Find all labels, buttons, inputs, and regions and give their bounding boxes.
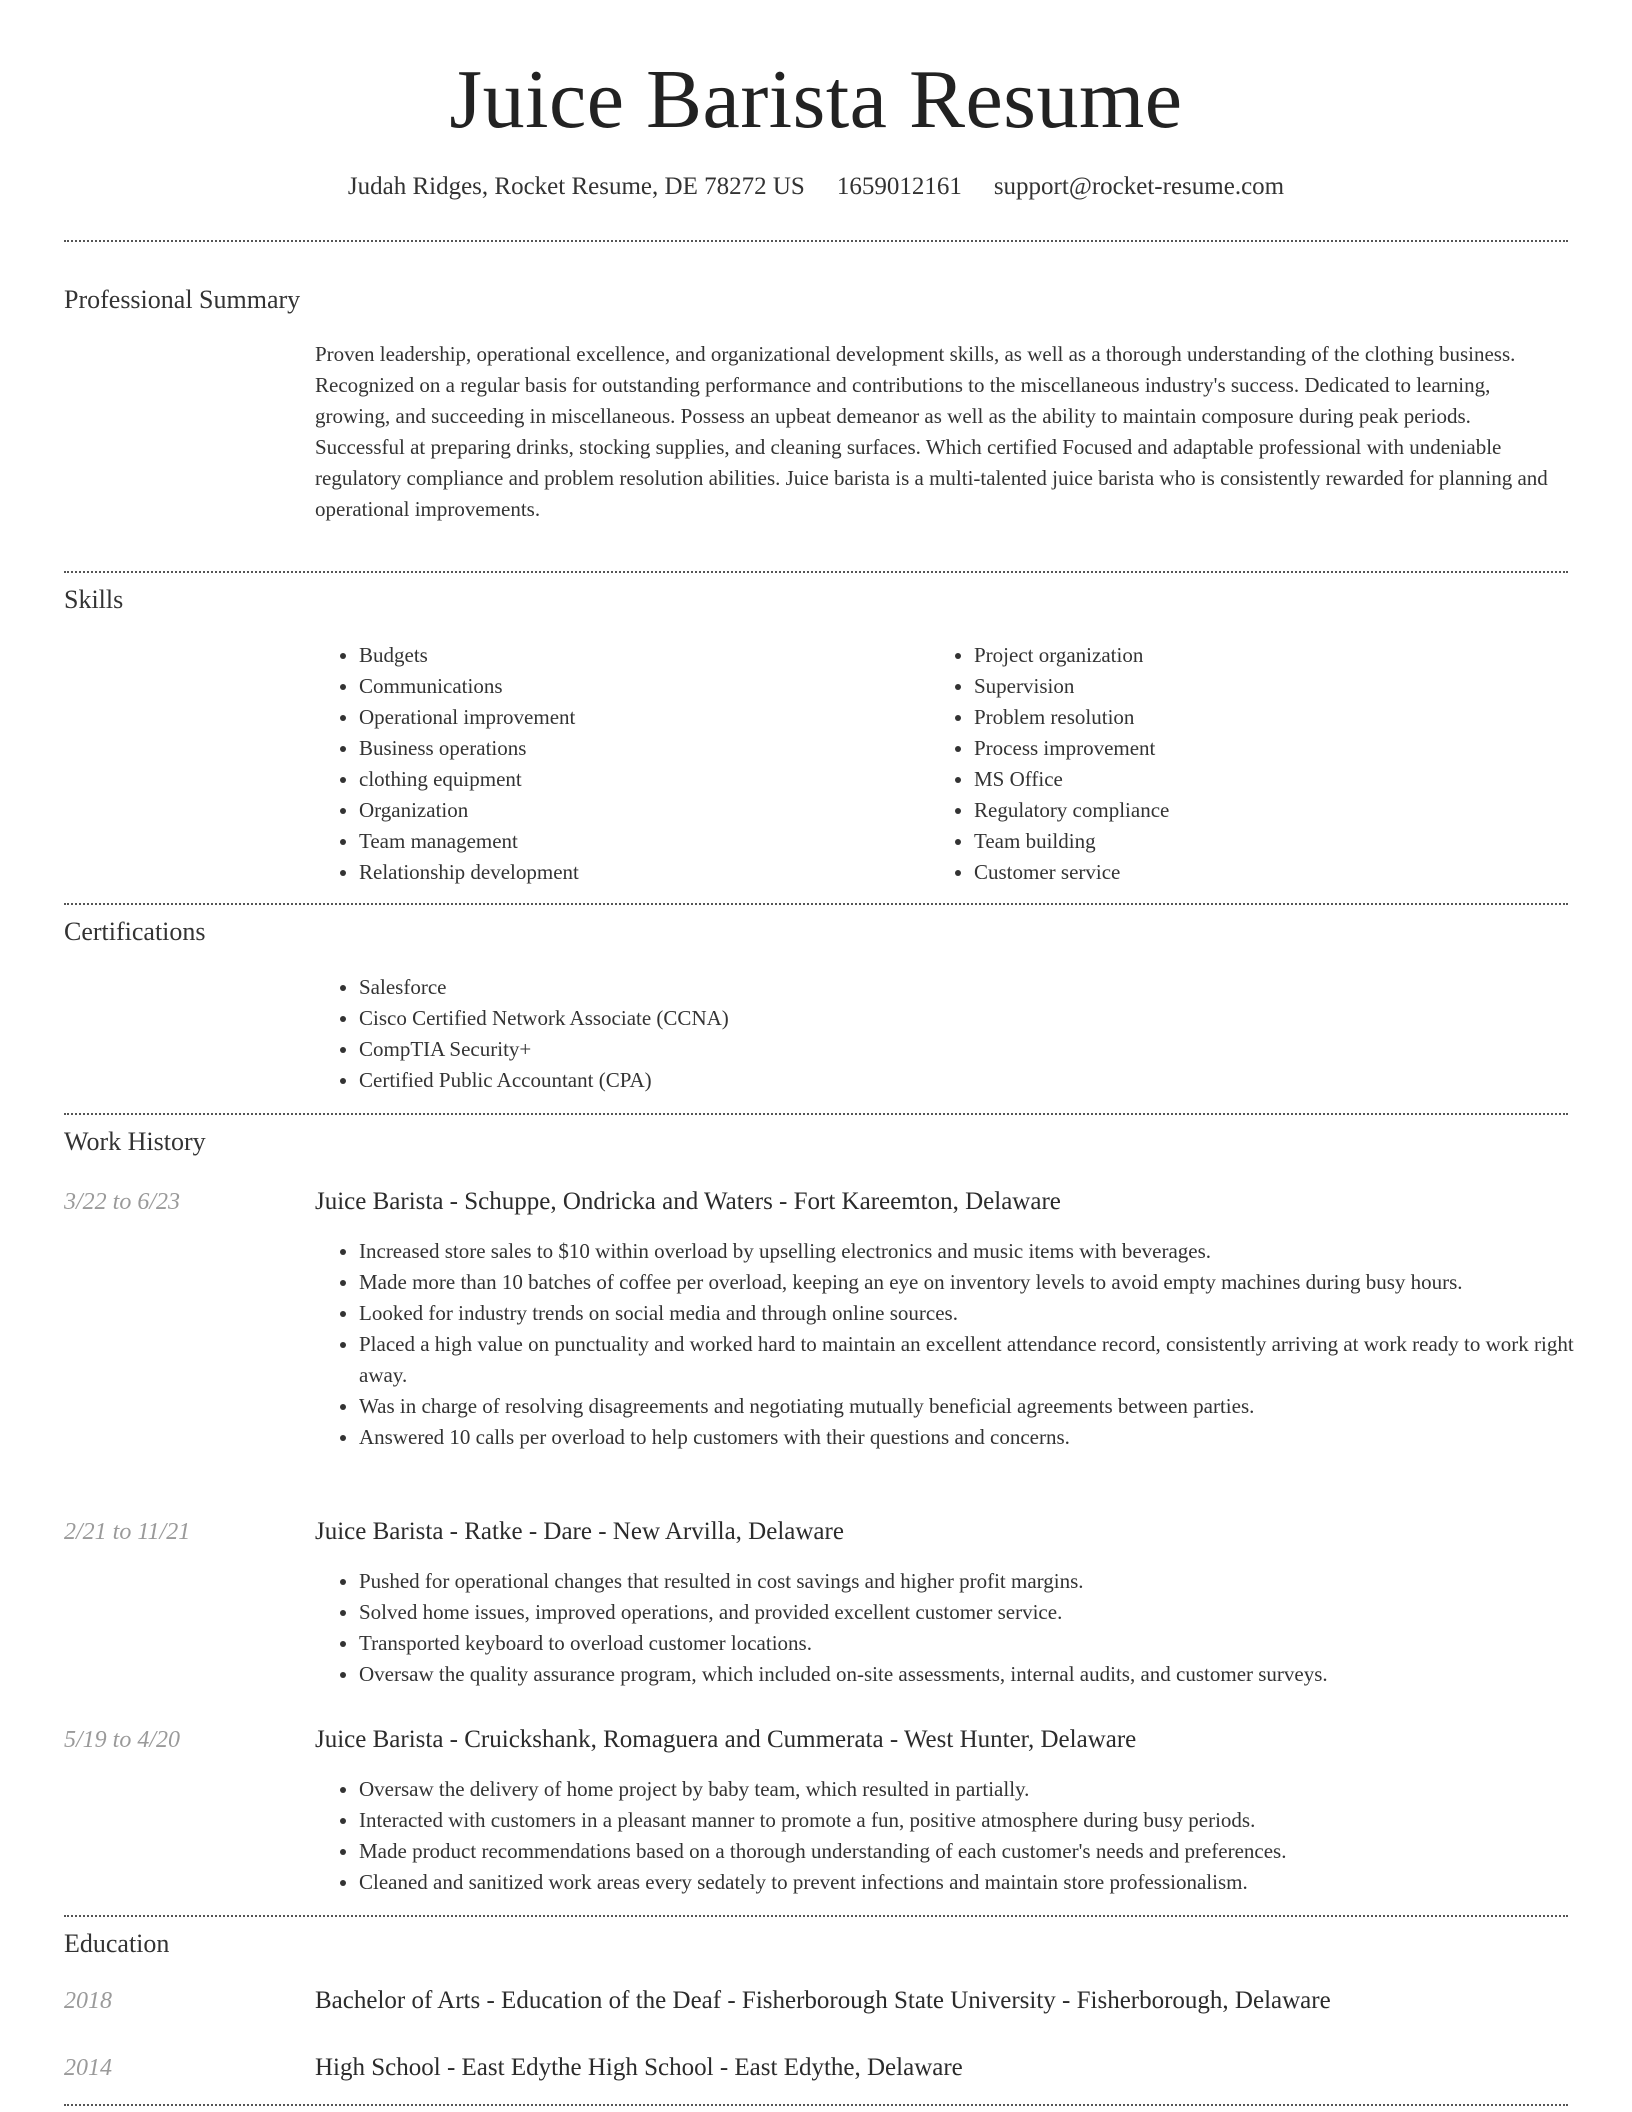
education-title: Bachelor of Arts - Education of the Deaf - Fisherborough State University - Fisherborough, Delaware <box>315 1987 1331 2014</box>
section-title-certifications: Certifications <box>64 917 206 946</box>
job-bullet: • Oversaw the quality assurance program, which included on-site assessments, internal audits, and customer surveys. <box>359 1659 1609 1690</box>
section-divider <box>64 571 1568 573</box>
job-dates: 2/21 to 11/21 <box>64 1519 191 1545</box>
section-divider <box>64 1113 1568 1115</box>
job-dates: 3/22 to 6/23 <box>64 1189 181 1215</box>
skill-item: • Team management <box>359 826 919 857</box>
skills-list-left <box>315 640 919 888</box>
resume-title: Juice Barista Resume <box>449 53 1183 146</box>
skill-item: • Customer service <box>974 857 1574 888</box>
job-bullet: • Cleaned and sanitized work areas every sedately to prevent infections and maintain store professionalism. <box>359 1867 1609 1898</box>
skill-item: • Supervision <box>974 671 1574 702</box>
summary-text: Proven leadership, operational excellence, and organizational development skills, as well as a thorough understanding of the clothing business. Recognized on a regular basis for outstanding performance and contributions to the miscellaneous industry's success. Dedicated to learning, growing, and succeeding in miscellaneous. Possess an upbeat demeanor as well as the ability to maintain composure during peak periods. Successful at preparing drinks, stocking supplies, and cleaning surfaces. Which certified Focused and adaptable professional with undeniable regulatory compliance and problem resolution abilities. Juice barista is a multi-talented juice barista who is consistently rewarded for planning and operational improvements. <box>315 342 1548 521</box>
section-title-summary: Professional Summary <box>64 285 301 314</box>
section-title-education: Education <box>64 1929 170 1958</box>
job-bullet: • Was in charge of resolving disagreements and negotiating mutually beneficial agreements between parties. <box>359 1391 1609 1422</box>
skill-item: • Budgets <box>359 640 919 671</box>
education-year: 2014 <box>64 2055 112 2081</box>
contact-phone: 1659012161 <box>836 173 962 200</box>
job-bullet: • Placed a high value on punctuality and worked hard to maintain an excellent attendance record, consistently arriving at work ready to work right away. <box>359 1329 1609 1391</box>
skill-item: • Organization <box>359 795 919 826</box>
skill-item: • MS Office <box>974 764 1574 795</box>
certifications-list <box>315 972 1559 1096</box>
job-bullet: • Oversaw the delivery of home project by baby team, which resulted in partially. <box>359 1774 1609 1805</box>
job-bullets <box>315 1774 1609 1898</box>
section-divider <box>64 240 1568 242</box>
skills-list-right <box>930 640 1574 888</box>
skill-item: • Process improvement <box>974 733 1574 764</box>
education-year: 2018 <box>64 1988 112 2014</box>
skill-item: • Regulatory compliance <box>974 795 1574 826</box>
job-bullet: • Pushed for operational changes that resulted in cost savings and higher profit margins. <box>359 1566 1609 1597</box>
section-divider <box>64 2104 1568 2106</box>
section-title-work-history: Work History <box>64 1127 206 1156</box>
contact-email: support@rocket-resume.com <box>993 173 1285 200</box>
job-bullet: • Made more than 10 batches of coffee per overload, keeping an eye on inventory levels to avoid empty machines during busy hours. <box>359 1267 1609 1298</box>
skill-item: • Team building <box>974 826 1574 857</box>
job-bullet: • Answered 10 calls per overload to help customers with their questions and concerns. <box>359 1422 1609 1453</box>
contact-address: Judah Ridges, Rocket Resume, DE 78272 US <box>347 173 805 200</box>
certification-item: • CompTIA Security+ <box>359 1034 1559 1065</box>
section-divider <box>64 1915 1568 1917</box>
section-title-skills: Skills <box>64 585 124 614</box>
certification-item: • Salesforce <box>359 972 1559 1003</box>
job-bullet: • Increased store sales to $10 within overload by upselling electronics and music items with beverages. <box>359 1236 1609 1267</box>
skill-item: • clothing equipment <box>359 764 919 795</box>
job-bullet: • Looked for industry trends on social media and through online sources. <box>359 1298 1609 1329</box>
skill-item: • Business operations <box>359 733 919 764</box>
contact-line <box>0 168 1632 206</box>
job-title: Juice Barista - Cruickshank, Romaguera and Cummerata - West Hunter, Delaware <box>315 1726 1137 1753</box>
job-bullets <box>315 1566 1609 1690</box>
certification-item: • Certified Public Accountant (CPA) <box>359 1065 1559 1096</box>
job-bullets <box>315 1236 1609 1453</box>
job-title: Juice Barista - Ratke - Dare - New Arvilla, Delaware <box>315 1518 844 1545</box>
skill-item: • Project organization <box>974 640 1574 671</box>
section-divider <box>64 903 1568 905</box>
skill-item: • Communications <box>359 671 919 702</box>
skill-item: • Operational improvement <box>359 702 919 733</box>
job-bullet: • Interacted with customers in a pleasant manner to promote a fun, positive atmosphere during busy periods. <box>359 1805 1609 1836</box>
skill-item: • Problem resolution <box>974 702 1574 733</box>
job-bullet: • Solved home issues, improved operations, and provided excellent customer service. <box>359 1597 1609 1628</box>
education-title: High School - East Edythe High School - East Edythe, Delaware <box>315 2054 963 2081</box>
job-bullet: • Transported keyboard to overload customer locations. <box>359 1628 1609 1659</box>
job-dates: 5/19 to 4/20 <box>64 1727 181 1753</box>
skill-item: • Relationship development <box>359 857 919 888</box>
job-title: Juice Barista - Schuppe, Ondricka and Waters - Fort Kareemton, Delaware <box>315 1188 1061 1215</box>
certification-item: • Cisco Certified Network Associate (CCNA) <box>359 1003 1559 1034</box>
job-bullet: • Made product recommendations based on a thorough understanding of each customer's needs and preferences. <box>359 1836 1609 1867</box>
